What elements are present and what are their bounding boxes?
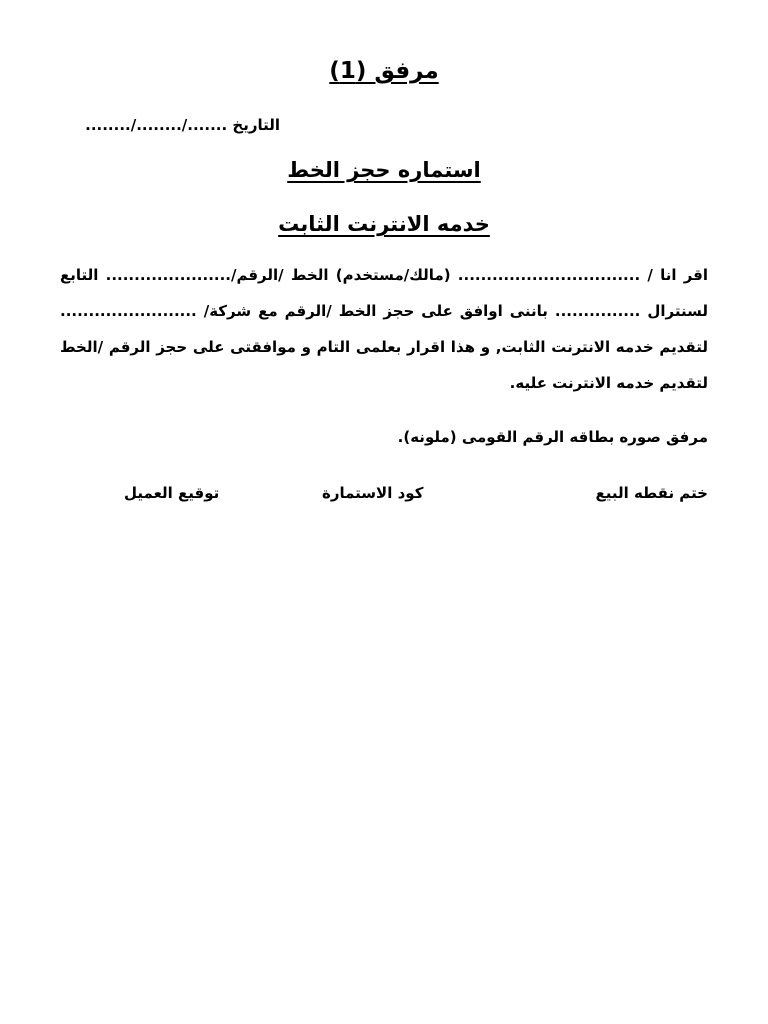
customer-signature-label: توقيع العميل bbox=[124, 484, 220, 502]
sales-point-stamp-label: ختم نقطه البيع bbox=[595, 484, 708, 502]
attachment-title: مرفق (1) bbox=[329, 58, 439, 84]
declaration-line-2: لسنترال ............... باننى اوافق على حجز الخط /الرقم مع شركة/ ........................ bbox=[60, 302, 708, 320]
declaration-line-1: اقر انا / ................................ (مالك/مستخدم) الخط /الرقم/...................... التابع bbox=[60, 266, 708, 284]
attachment-note: مرفق صوره بطاقه الرقم القومى (ملونه). bbox=[397, 428, 708, 446]
declaration-line-4: لتقديم خدمه الانترنت عليه. bbox=[509, 374, 708, 392]
form-subtitle: خدمه الانترنت الثابت bbox=[278, 212, 490, 236]
declaration-line-3: لتقديم خدمه الانترنت الثابت, و هذا اقرار بعلمى التام و موافقتى على حجز الرقم /الخط bbox=[60, 338, 708, 356]
form-title: استماره حجز الخط bbox=[287, 158, 481, 182]
form-code-label: كود الاستمارة bbox=[322, 484, 424, 502]
date-line: التاريخ ......./......../........ bbox=[85, 116, 280, 134]
